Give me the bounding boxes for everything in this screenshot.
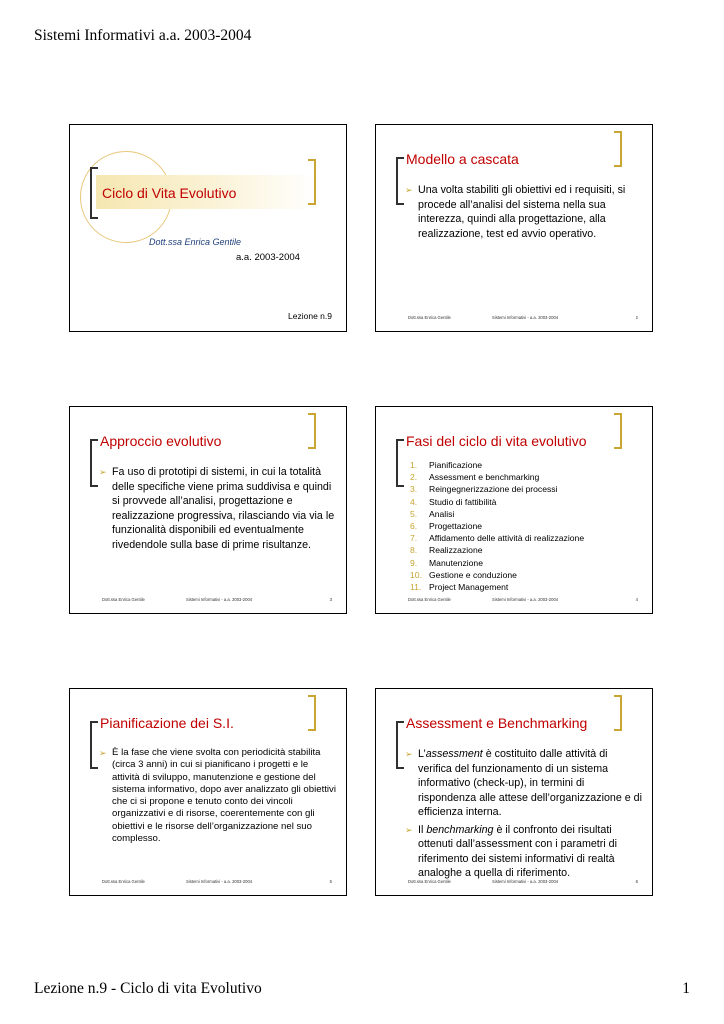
right-bracket-decoration <box>614 413 622 449</box>
list-item <box>410 569 646 581</box>
arrow-bullet-icon: ➢ <box>99 467 107 477</box>
left-bracket-decoration <box>396 439 404 487</box>
left-bracket-decoration <box>90 167 98 219</box>
item-number: 11. <box>410 582 422 593</box>
arrow-bullet-icon: ➢ <box>405 749 413 759</box>
bullet-text: È la fase che viene svolta con periodicità stabilita (circa 3 anni) in cui si pianificano i progetti e le attività di sviluppo, manutenzione e gestione del sistema informativo, dopo aver analizzato gli obiettivi che ci si propone e tenuto conto dei vincoli organizzativi e di risorse, coerentemente con gli obiettivi e le risorse dell’organizzazione nel suo complesso. <box>112 747 336 845</box>
right-bracket-decoration <box>308 413 316 449</box>
item-number: 5. <box>410 508 418 519</box>
slide-footer <box>376 315 652 321</box>
item-text: Reingegnerizzazione dei processi <box>429 484 558 495</box>
item-text: Gestione e conduzione <box>429 569 517 580</box>
item-number: 10. <box>410 569 422 580</box>
list-item <box>410 459 646 471</box>
bullet-text-post: è il confronto dei risultati ottenuti dall’assessment con i parametri di riferimento dei sistemi informativi di realtà analoghe a quella di riferimento. <box>418 823 618 879</box>
item-text: Project Management <box>429 582 509 593</box>
item-text: Assessment e benchmarking <box>429 472 540 483</box>
slide-title: Modello a cascata <box>406 151 519 167</box>
list-item <box>410 532 646 544</box>
bullet-text-pre: L’ <box>418 748 426 760</box>
slide-footer-course: Sistemi Informativi - a.a. 2003-2004 <box>186 597 253 602</box>
slide-number: 3 <box>329 597 332 602</box>
item-text: Progettazione <box>429 521 483 532</box>
slide-footer-course: Sistemi Informativi - a.a. 2003-2004 <box>492 315 559 320</box>
arrow-bullet-icon: ➢ <box>405 185 413 195</box>
list-item <box>410 496 646 508</box>
list-item <box>410 471 646 483</box>
slide-title: Pianificazione dei S.I. <box>100 715 234 731</box>
slide-6 <box>375 688 653 896</box>
right-bracket-decoration <box>614 695 622 731</box>
slide-title: Assessment e Benchmarking <box>406 715 588 731</box>
slide-lesson: Lezione n.9 <box>288 311 332 321</box>
list-item <box>410 520 646 532</box>
item-text: Analisi <box>429 508 455 519</box>
slide-5 <box>69 688 347 896</box>
slide-footer-course: Sistemi Informativi - a.a. 2003-2004 <box>492 597 559 602</box>
numbered-list <box>410 459 646 593</box>
slide-footer-author: Dott.ssa Enrica Gentile <box>102 879 145 884</box>
slide-4 <box>375 406 653 614</box>
slide-title: Ciclo di Vita Evolutivo <box>102 185 237 201</box>
slide-footer <box>376 879 652 885</box>
arrow-bullet-icon: ➢ <box>405 824 413 835</box>
bullet-text: Una volta stabiliti gli obiettivi ed i requisiti, si procede all’analisi del sistema nella sua interezza, quindi alla progettazione, alla realizzazione, test ed avvio operativo. <box>418 184 626 240</box>
list-item <box>410 544 646 556</box>
item-number: 6. <box>410 521 418 532</box>
right-bracket-decoration <box>308 695 316 731</box>
item-number: 3. <box>410 484 418 495</box>
page-footer: Lezione n.9 - Ciclo di vita Evolutivo <box>34 980 262 997</box>
item-number: 2. <box>410 472 418 483</box>
bullet-text-post: è costituito dalle attività di verifica del funzionamento di un sistema informativo (check-up), in termini di rispondenza alle attese dell’organizzazione e di efficienza interna. <box>418 748 642 818</box>
slide-number: 2 <box>635 315 638 320</box>
item-text: Manutenzione <box>429 557 483 568</box>
slide-number: 6 <box>635 879 638 884</box>
bullet-list <box>99 465 336 555</box>
slide-title: Fasi del ciclo di vita evolutivo <box>406 433 587 449</box>
item-number: 4. <box>410 496 418 507</box>
slide-footer <box>70 879 346 885</box>
bullet-item <box>405 747 642 820</box>
slide-footer-course: Sistemi Informativi - a.a. 2003-2004 <box>492 879 559 884</box>
list-item <box>410 557 646 569</box>
page-number: 1 <box>682 980 690 997</box>
left-bracket-decoration <box>396 157 404 205</box>
list-item <box>410 508 646 520</box>
item-text: Studio di fattibilità <box>429 496 497 507</box>
item-text: Realizzazione <box>429 545 483 556</box>
bullet-list <box>405 183 642 244</box>
bullet-term: benchmarking <box>426 823 494 836</box>
item-number: 7. <box>410 533 418 544</box>
list-item <box>410 483 646 495</box>
slide-title: Approccio evolutivo <box>100 433 222 449</box>
bullet-term: assessment <box>425 748 483 760</box>
right-bracket-decoration <box>614 131 622 167</box>
item-number: 9. <box>410 557 418 568</box>
slide-footer-author: Dott.ssa Enrica Gentile <box>102 597 145 602</box>
page-header: Sistemi Informativi a.a. 2003-2004 <box>34 27 252 44</box>
bullet-list <box>405 747 642 884</box>
slide-footer-author: Dott.ssa Enrica Gentile <box>408 597 451 602</box>
slide-2 <box>375 124 653 332</box>
slide-footer-course: Sistemi Informativi - a.a. 2003-2004 <box>186 879 253 884</box>
right-bracket-decoration <box>308 159 316 205</box>
slide-year: a.a. 2003-2004 <box>236 252 300 263</box>
bullet-item <box>405 183 642 241</box>
slide-footer <box>376 597 652 603</box>
bullet-item <box>405 823 642 881</box>
item-text: Affidamento delle attività di realizzazione <box>429 533 585 544</box>
slide-3 <box>69 406 347 614</box>
slide-footer-author: Dott.ssa Enrica Gentile <box>408 315 451 320</box>
arrow-bullet-icon: ➢ <box>99 748 107 758</box>
slide-footer-author: Dott.ssa Enrica Gentile <box>408 879 451 884</box>
slide-author: Dott.ssa Enrica Gentile <box>149 237 242 247</box>
bullet-text: Fa uso di prototipi di sistemi, in cui la totalità delle specifiche viene prima suddivisa e quindi si provvede all’analisi, progettazione e realizzazione progressiva, rilasciando via via le funzionalità disponibili ed eventualmente rivedendole sulla base di prime risultanze. <box>112 466 335 551</box>
left-bracket-decoration <box>90 439 98 487</box>
left-bracket-decoration <box>396 721 404 769</box>
slide-number: 4 <box>635 597 638 602</box>
list-item <box>410 581 646 593</box>
bullet-item <box>99 465 336 552</box>
bullet-item <box>99 747 336 845</box>
item-text: Pianificazione <box>429 460 483 470</box>
slide-number: 5 <box>329 879 332 884</box>
item-number: 1. <box>410 460 418 470</box>
bullet-text-pre: Il <box>418 823 427 836</box>
item-number: 8. <box>410 545 418 556</box>
left-bracket-decoration <box>90 721 98 769</box>
bullet-list <box>99 747 336 848</box>
slide-footer <box>70 597 346 603</box>
slide-1 <box>69 124 347 332</box>
